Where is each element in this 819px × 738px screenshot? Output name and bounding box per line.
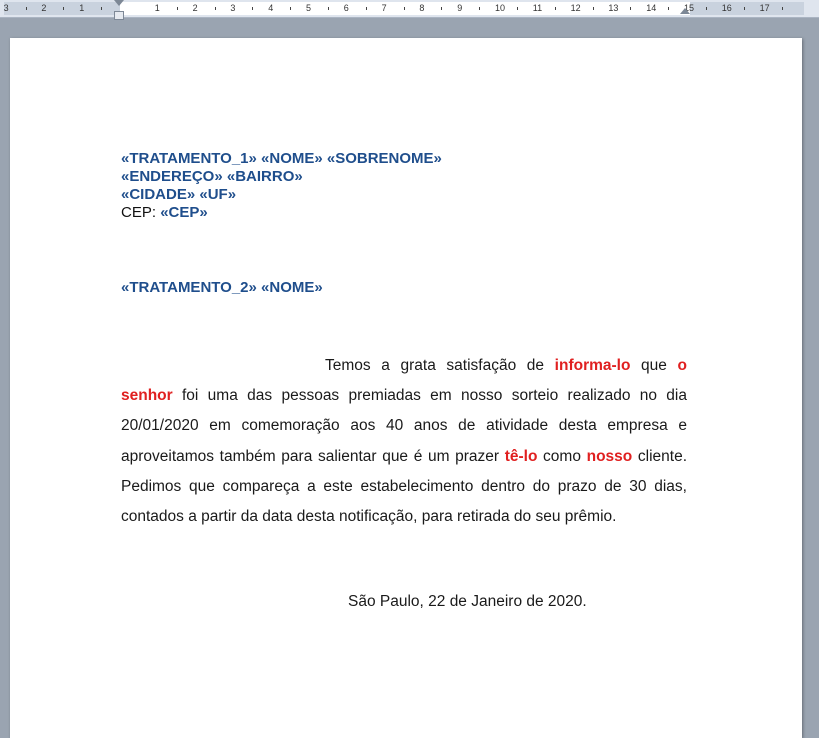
recipient-address — [121, 150, 442, 222]
greeting-line: «TRATAMENTO_2» «NOME» — [121, 279, 323, 296]
ruler-number: 2 — [41, 3, 47, 13]
ruler-left-margin — [4, 2, 120, 15]
ruler-tick — [328, 7, 329, 10]
letter-body-paragraph — [121, 351, 687, 532]
body-text-5: cliente. Pedimos que compareça a este estabelecimento dentro do prazo de 30 dias, contados a partir da data desta notificação, para retirada do seu prêmio. — [121, 447, 688, 526]
ruler-tick — [26, 7, 27, 10]
right-indent-marker[interactable] — [680, 8, 690, 14]
ruler-number: 8 — [419, 3, 425, 13]
ruler-tick — [517, 7, 518, 10]
ruler-number: 6 — [343, 3, 349, 13]
ruler-number: 15 — [684, 3, 695, 13]
address-cep-line — [121, 204, 442, 222]
cep-label: CEP: — [121, 204, 161, 221]
ruler-tick — [706, 7, 707, 10]
ruler-tick — [252, 7, 253, 10]
ruler-tick — [630, 7, 631, 10]
ruler-tick — [555, 7, 556, 10]
ruler-number: 17 — [759, 3, 770, 13]
ruler-number: 12 — [570, 3, 581, 13]
first-line-indent-marker[interactable] — [114, 0, 124, 6]
ruler-number: 7 — [381, 3, 387, 13]
highlight-te-lo: tê-lo — [504, 447, 538, 465]
ruler-tick — [404, 7, 405, 10]
ruler-tick — [366, 7, 367, 10]
ruler-number: 14 — [646, 3, 657, 13]
ruler-number: 1 — [154, 3, 160, 13]
address-line-2: «ENDEREÇO» «BAIRRO» — [121, 168, 303, 185]
highlight-o-senhor: o senhor — [121, 357, 687, 405]
highlight-nosso: nosso — [586, 447, 633, 465]
ruler-number: 10 — [495, 3, 506, 13]
document-page[interactable] — [10, 38, 802, 738]
cep-merge-field: «CEP» — [160, 204, 208, 221]
date-line: São Paulo, 22 de Janeiro de 2020. — [348, 593, 587, 610]
ruler-number: 3 — [230, 3, 236, 13]
body-text-3: foi uma das pessoas premiadas em nosso sorteio realizado no dia 20/01/2020 em comemoração aos 40 anos de atividade desta empresa e aproveitamos também para salientar que é um prazer — [121, 387, 687, 465]
body-text-1: Temos a grata satisfação de — [325, 357, 555, 374]
body-text-2: que — [630, 357, 678, 374]
ruler-right-margin — [690, 2, 804, 15]
ruler-number: 1 — [79, 3, 85, 13]
ruler-number: 4 — [268, 3, 274, 13]
ruler-tick — [215, 7, 216, 10]
address-line-3: «CIDADE» «UF» — [121, 186, 237, 203]
left-indent-marker[interactable] — [114, 11, 124, 20]
highlight-informa-lo: informa-lo — [554, 357, 631, 374]
ruler-tick — [290, 7, 291, 10]
ruler-tick — [441, 7, 442, 10]
ruler-tick — [101, 7, 102, 10]
ruler-tick — [744, 7, 745, 10]
ruler-number: 11 — [532, 3, 543, 13]
ruler-number: 13 — [608, 3, 619, 13]
ruler-tick — [479, 7, 480, 10]
horizontal-ruler[interactable] — [0, 0, 819, 18]
ruler-tick — [593, 7, 594, 10]
address-line-1: «TRATAMENTO_1» «NOME» «SOBRENOME» — [121, 150, 442, 167]
body-text-4: como — [537, 447, 587, 465]
ruler-tick — [63, 7, 64, 10]
ruler-tick — [782, 7, 783, 10]
ruler-number: 2 — [192, 3, 198, 13]
ruler-number: 3 — [3, 3, 9, 13]
ruler-number: 9 — [457, 3, 463, 13]
ruler-number: 5 — [306, 3, 312, 13]
ruler-number: 16 — [721, 3, 732, 13]
ruler-tick — [668, 7, 669, 10]
ruler-tick — [177, 7, 178, 10]
